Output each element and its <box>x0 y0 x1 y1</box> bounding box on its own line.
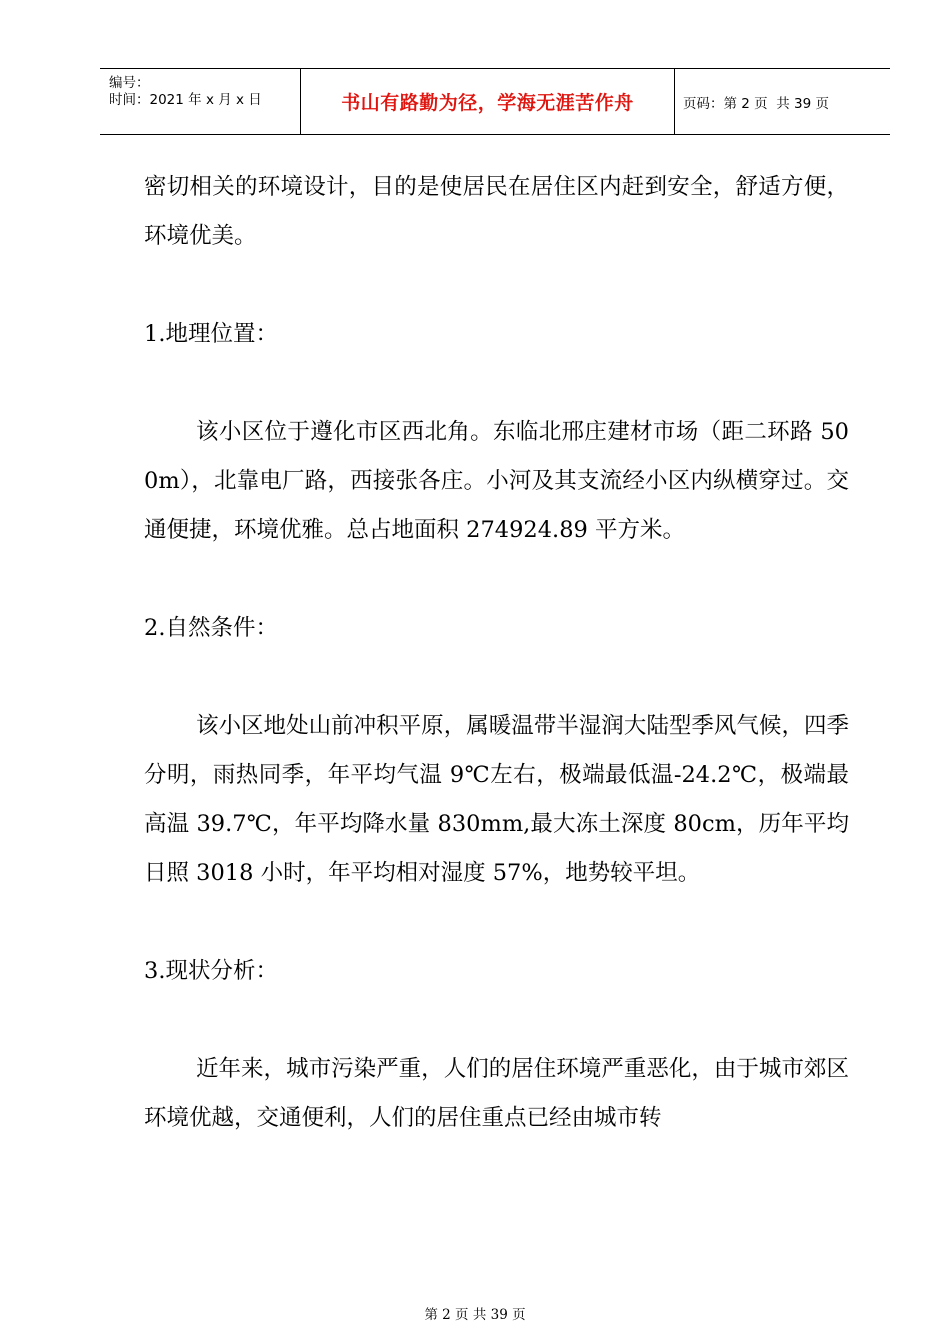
document-header <box>100 68 890 135</box>
page-footer: 第 2 页 共 39 页 <box>424 1307 526 1323</box>
header-meta-cell <box>100 69 301 134</box>
time-label: 时间：2021 年 x 月 x 日 <box>109 92 262 108</box>
header-page-cell <box>675 69 890 134</box>
spacer <box>144 555 849 604</box>
section-1-paragraph: 该小区位于遵化市区西北角。东临北邢庄建材市场（距二环路 500m），北靠电厂路，西接张各庄。小河及其支流经小区内纵横穿过。交通便捷，环境优雅。总占地面积 274924.89 平方米。 <box>144 419 849 543</box>
number-label: 编号： <box>109 75 150 91</box>
section-1-title: 1.地理位置： <box>144 321 278 347</box>
spacer <box>144 653 849 702</box>
document-body <box>144 163 849 1143</box>
section-2-title: 2.自然条件： <box>144 615 278 641</box>
header-page-info: 页码：第 2 页 共 39 页 <box>683 95 830 112</box>
spacer <box>144 996 849 1045</box>
header-motto-cell <box>301 69 675 134</box>
section-3-title: 3.现状分析： <box>144 958 278 984</box>
spacer <box>144 261 849 310</box>
intro-paragraph: 密切相关的环境设计，目的是使居民在居住区内赶到安全，舒适方便，环境优美。 <box>144 174 849 249</box>
section-3-paragraph: 近年来，城市污染严重，人们的居住环境严重恶化，由于城市郊区环境优越，交通便利，人们的居住重点已经由城市转 <box>144 1056 849 1131</box>
section-2-paragraph: 该小区地处山前冲积平原，属暖温带半湿润大陆型季风气候，四季分明，雨热同季，年平均气温 9℃左右，极端最低温-24.2℃，极端最高温 39.7℃，年平均降水量 830mm,最大冻土深度 80cm，历年平均日照 3018 小时，年平均相对湿度 57%，地势较平坦。 <box>144 713 849 886</box>
motto-text: 书山有路勤为径，学海无涯苦作舟 <box>341 92 634 114</box>
spacer <box>144 359 849 408</box>
spacer <box>144 898 849 947</box>
